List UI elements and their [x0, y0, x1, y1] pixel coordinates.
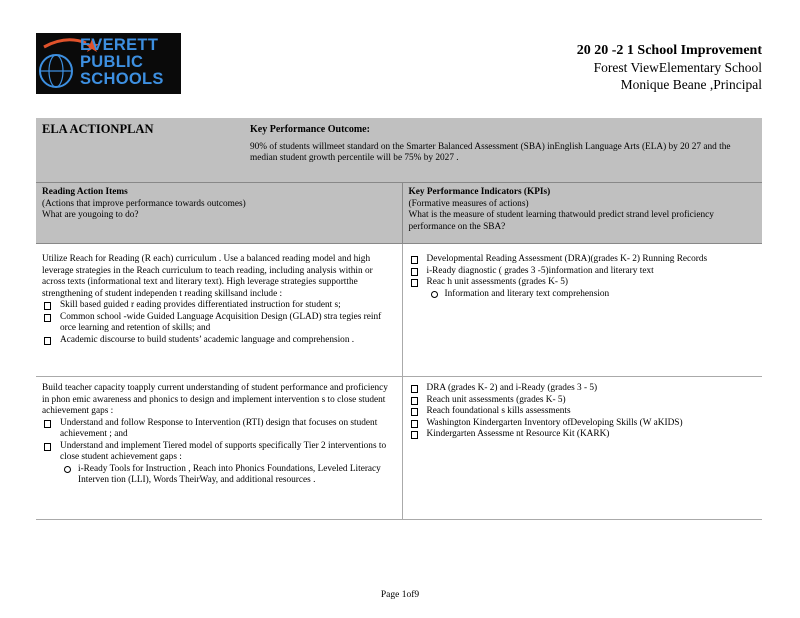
action-2-sub-bullets: [60, 464, 396, 487]
kpi-sub2: What is the measure of student learning thatwould predict strand level proficiency performance on the SBA?: [408, 210, 714, 232]
kpi-2-bullets: [409, 383, 757, 441]
kpi-sub1: (Formative measures of actions): [408, 198, 529, 209]
plan-year-title: 20 20 -2 1 School Improvement: [576, 43, 762, 58]
plan-title-row: [36, 118, 762, 183]
principal-name: Monique Beane ,Principal: [620, 77, 762, 92]
list-item: [42, 441, 396, 487]
kpo-text: 90% of students willmeet standard on the Smarter Balanced Assessment (SBA) inEnglish Language Arts (ELA) by 20 27 and the median student growth percentile will be 75% by 2027 .: [250, 141, 731, 163]
kpi-header: Key Performance Indicators (KPIs): [408, 187, 551, 197]
school-name: Forest ViewElementary School: [593, 60, 762, 75]
logo-line-3: SCHOOLS: [80, 70, 164, 88]
list-item: Common school -wide Guided Language Acquisition Design (GLAD) stra tegies reinf orce learning and retention of skills; and: [42, 312, 396, 335]
kpi-1-bullets: [409, 254, 757, 300]
list-item: Developmental Reading Assessment (DRA)(grades K- 2) Running Records: [409, 254, 757, 266]
column-header-row: [36, 183, 762, 244]
list-item: Reach foundational s kills assessments: [409, 406, 757, 418]
reading-action-items-sub2: What are yougoing to do?: [42, 210, 139, 220]
action-2-bullets: [42, 418, 396, 487]
list-item: Information and literary text comprehension: [429, 289, 757, 301]
reading-action-items-header: Reading Action Items: [42, 187, 128, 197]
action-1-intro: Utilize Reach for Reading (R each) curriculum . Use a balanced reading model and high leverage strategies in the Reach curriculum to teach reading, including analysis within or across texts (informational text and literary text). High leverage strategies supportthe strengthening of student independen t reading skillsand include :: [42, 254, 373, 299]
action-row-1: [36, 244, 762, 377]
list-item: Skill based guided r eading provides differentiated instruction for student s;: [42, 300, 396, 312]
kpo-label: Key Performance Outcome:: [250, 124, 370, 135]
list-item: Reach unit assessments (grades K- 5): [409, 395, 757, 407]
district-logo: [36, 33, 181, 94]
logo-line-2: PUBLIC: [80, 53, 144, 71]
action-2-intro: Build teacher capacity toapply current understanding of student performance and proficiency in phon emic awareness and phonics to design and implement intervention s to close student achievement gaps :: [42, 383, 388, 416]
list-item: i-Ready Tools for Instruction , Reach into Phonics Foundations, Leveled Literacy Interven tion (LLI), Words TheirWay, and additional resources .: [62, 464, 396, 487]
list-item-text: Reac h unit assessments (grades K- 5): [426, 277, 568, 287]
action-1-bullets: [42, 300, 396, 346]
list-item: i-Ready diagnostic ( grades 3 -5)information and literary text: [409, 266, 757, 278]
page-number: Page 1of9: [380, 590, 420, 600]
action-plan-title: ELA ACTIONPLAN: [42, 122, 154, 136]
list-item: DRA (grades K- 2) and i-Ready (grades 3 - 5): [409, 383, 757, 395]
list-item-text: Understand and implement Tiered model of supports specifically Tier 2 interventions to close student achievement gaps :: [60, 440, 387, 462]
list-item: Kindergarten Assessme nt Resource Kit (KARK): [409, 429, 757, 441]
list-item: [409, 277, 757, 300]
list-item: Washington Kindergarten Inventory ofDeveloping Skills (W aKIDS): [409, 418, 757, 430]
list-item: Understand and follow Response to Intervention (RTI) design that focuses on student achievement ; and: [42, 418, 396, 441]
list-item: Academic discourse to build students’ academic language and comprehension .: [42, 335, 396, 347]
logo-line-1: EVERETT: [80, 36, 159, 54]
reading-action-items-sub1: (Actions that improve performance towards outcomes): [42, 198, 246, 209]
action-plan-table: [36, 118, 762, 520]
kpi-1-sub-bullets: [427, 289, 757, 301]
action-row-2: [36, 377, 762, 520]
document-header: [577, 42, 762, 93]
